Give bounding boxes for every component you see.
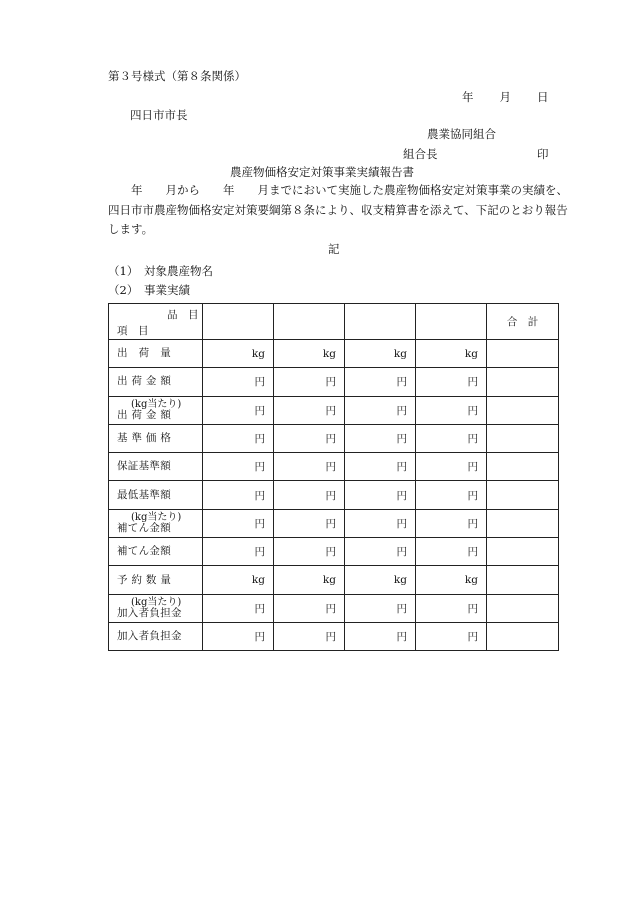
- body-paragraph: 年 月から 年 月までにおいて実施した農産物価格安定対策事業の実績を、四日市市農産物価格安定対策要綱第８条により、収支精算書を添えて、下記のとおり報告します。: [108, 183, 568, 236]
- header-kou-label: 項 目: [117, 325, 149, 337]
- value-cell[interactable]: kg: [274, 340, 345, 368]
- results-table: [108, 303, 559, 651]
- row-label-cell: [109, 509, 203, 537]
- total-cell[interactable]: [487, 509, 559, 537]
- row-label: 保証基準額: [117, 460, 171, 473]
- row-label-cell: [109, 481, 203, 509]
- date-year-label: 年: [462, 90, 474, 104]
- total-header: 合 計: [487, 304, 559, 340]
- list-item-target-product: [108, 264, 213, 278]
- row-label: 予 約 数 量: [117, 573, 172, 586]
- value-cell[interactable]: 円: [416, 453, 487, 481]
- item-number: （2）: [108, 283, 139, 297]
- value-cell[interactable]: kg: [345, 566, 416, 594]
- table-row: [109, 509, 559, 537]
- value-cell[interactable]: 円: [203, 396, 274, 424]
- value-cell[interactable]: 円: [203, 453, 274, 481]
- value-cell[interactable]: 円: [416, 594, 487, 622]
- item-label: 対象農産物名: [144, 264, 213, 278]
- value-cell[interactable]: 円: [274, 453, 345, 481]
- total-cell[interactable]: [487, 594, 559, 622]
- row-label: 基 準 価 格: [117, 432, 172, 445]
- row-label-cell: [109, 424, 203, 452]
- document-title: 農産物価格安定対策事業実績報告書: [230, 165, 414, 179]
- row-label-cell: [109, 566, 203, 594]
- list-item-results: [108, 283, 190, 297]
- value-cell[interactable]: 円: [416, 509, 487, 537]
- table-row: [109, 566, 559, 594]
- table-header-row: [109, 304, 559, 340]
- row-label: 補てん金額: [117, 545, 171, 558]
- value-cell[interactable]: 円: [345, 368, 416, 396]
- ki-heading: 記: [328, 242, 340, 256]
- value-cell[interactable]: 円: [416, 538, 487, 566]
- table-row: [109, 340, 559, 368]
- value-cell[interactable]: 円: [345, 424, 416, 452]
- value-cell[interactable]: 円: [416, 622, 487, 650]
- row-note: (kg当たり): [131, 511, 182, 523]
- total-cell[interactable]: [487, 368, 559, 396]
- value-cell[interactable]: kg: [416, 566, 487, 594]
- date-line: [462, 90, 549, 104]
- value-cell[interactable]: 円: [274, 594, 345, 622]
- total-cell[interactable]: [487, 481, 559, 509]
- form-number: 第３号様式（第８条関係）: [108, 69, 246, 83]
- table-row: [109, 396, 559, 424]
- total-cell[interactable]: [487, 396, 559, 424]
- table-row: [109, 424, 559, 452]
- value-cell[interactable]: 円: [203, 368, 274, 396]
- total-cell[interactable]: [487, 566, 559, 594]
- total-cell[interactable]: [487, 622, 559, 650]
- date-day-label: 日: [537, 90, 549, 104]
- value-cell[interactable]: 円: [345, 594, 416, 622]
- value-cell[interactable]: 円: [203, 538, 274, 566]
- value-cell[interactable]: 円: [345, 453, 416, 481]
- value-cell[interactable]: 円: [416, 368, 487, 396]
- value-cell[interactable]: 円: [274, 509, 345, 537]
- row-label: 出 荷 金 額: [117, 375, 172, 388]
- row-label-cell: [109, 396, 203, 424]
- row-label-cell: [109, 453, 203, 481]
- addressee: 四日市市長: [130, 108, 188, 122]
- item-number: （1）: [108, 264, 139, 278]
- value-cell[interactable]: 円: [345, 481, 416, 509]
- total-cell[interactable]: [487, 538, 559, 566]
- product-column-2[interactable]: [274, 304, 345, 340]
- value-cell[interactable]: 円: [345, 396, 416, 424]
- value-cell[interactable]: kg: [274, 566, 345, 594]
- value-cell[interactable]: 円: [416, 481, 487, 509]
- row-note: (kg当たり): [131, 596, 182, 608]
- header-corner-cell: [109, 304, 203, 340]
- value-cell[interactable]: 円: [274, 538, 345, 566]
- value-cell[interactable]: 円: [416, 396, 487, 424]
- row-note: (kg当たり): [131, 398, 182, 410]
- table-row: [109, 538, 559, 566]
- total-cell[interactable]: [487, 340, 559, 368]
- value-cell[interactable]: 円: [274, 481, 345, 509]
- value-cell[interactable]: 円: [345, 509, 416, 537]
- product-column-1[interactable]: [203, 304, 274, 340]
- table-row: [109, 594, 559, 622]
- row-label-cell: [109, 622, 203, 650]
- product-column-3[interactable]: [345, 304, 416, 340]
- header-item-label: 品 目: [167, 309, 199, 321]
- value-cell[interactable]: kg: [416, 340, 487, 368]
- date-month-label: 月: [499, 90, 511, 104]
- value-cell[interactable]: 円: [274, 622, 345, 650]
- row-label: 加入者負担金: [117, 630, 182, 643]
- row-label-cell: [109, 538, 203, 566]
- value-cell[interactable]: kg: [203, 566, 274, 594]
- seal-mark: 印: [537, 147, 549, 161]
- value-cell[interactable]: 円: [203, 481, 274, 509]
- value-cell[interactable]: 円: [274, 368, 345, 396]
- value-cell[interactable]: 円: [416, 424, 487, 452]
- value-cell[interactable]: kg: [203, 340, 274, 368]
- table-row: [109, 453, 559, 481]
- row-label: 出 荷 量: [117, 347, 171, 360]
- table-row: [109, 622, 559, 650]
- representative-title: 組合長: [403, 147, 438, 161]
- table-row: [109, 481, 559, 509]
- value-cell[interactable]: 円: [203, 622, 274, 650]
- total-cell[interactable]: [487, 424, 559, 452]
- row-label-cell: [109, 340, 203, 368]
- row-label: 補てん金額: [117, 521, 171, 534]
- item-label: 事業実績: [144, 283, 190, 297]
- product-column-4[interactable]: [416, 304, 487, 340]
- row-label-cell: [109, 368, 203, 396]
- row-label-cell: [109, 594, 203, 622]
- value-cell[interactable]: 円: [274, 424, 345, 452]
- row-label: 最低基準額: [117, 488, 171, 501]
- value-cell[interactable]: 円: [274, 396, 345, 424]
- table-row: [109, 368, 559, 396]
- value-cell[interactable]: 円: [345, 622, 416, 650]
- total-cell[interactable]: [487, 453, 559, 481]
- value-cell[interactable]: 円: [203, 424, 274, 452]
- organization-name: 農業協同組合: [427, 127, 496, 141]
- value-cell[interactable]: 円: [203, 594, 274, 622]
- value-cell[interactable]: kg: [345, 340, 416, 368]
- row-label: 加入者負担金: [117, 606, 182, 619]
- value-cell[interactable]: 円: [203, 509, 274, 537]
- value-cell[interactable]: 円: [345, 538, 416, 566]
- row-label: 出 荷 金 額: [117, 408, 172, 421]
